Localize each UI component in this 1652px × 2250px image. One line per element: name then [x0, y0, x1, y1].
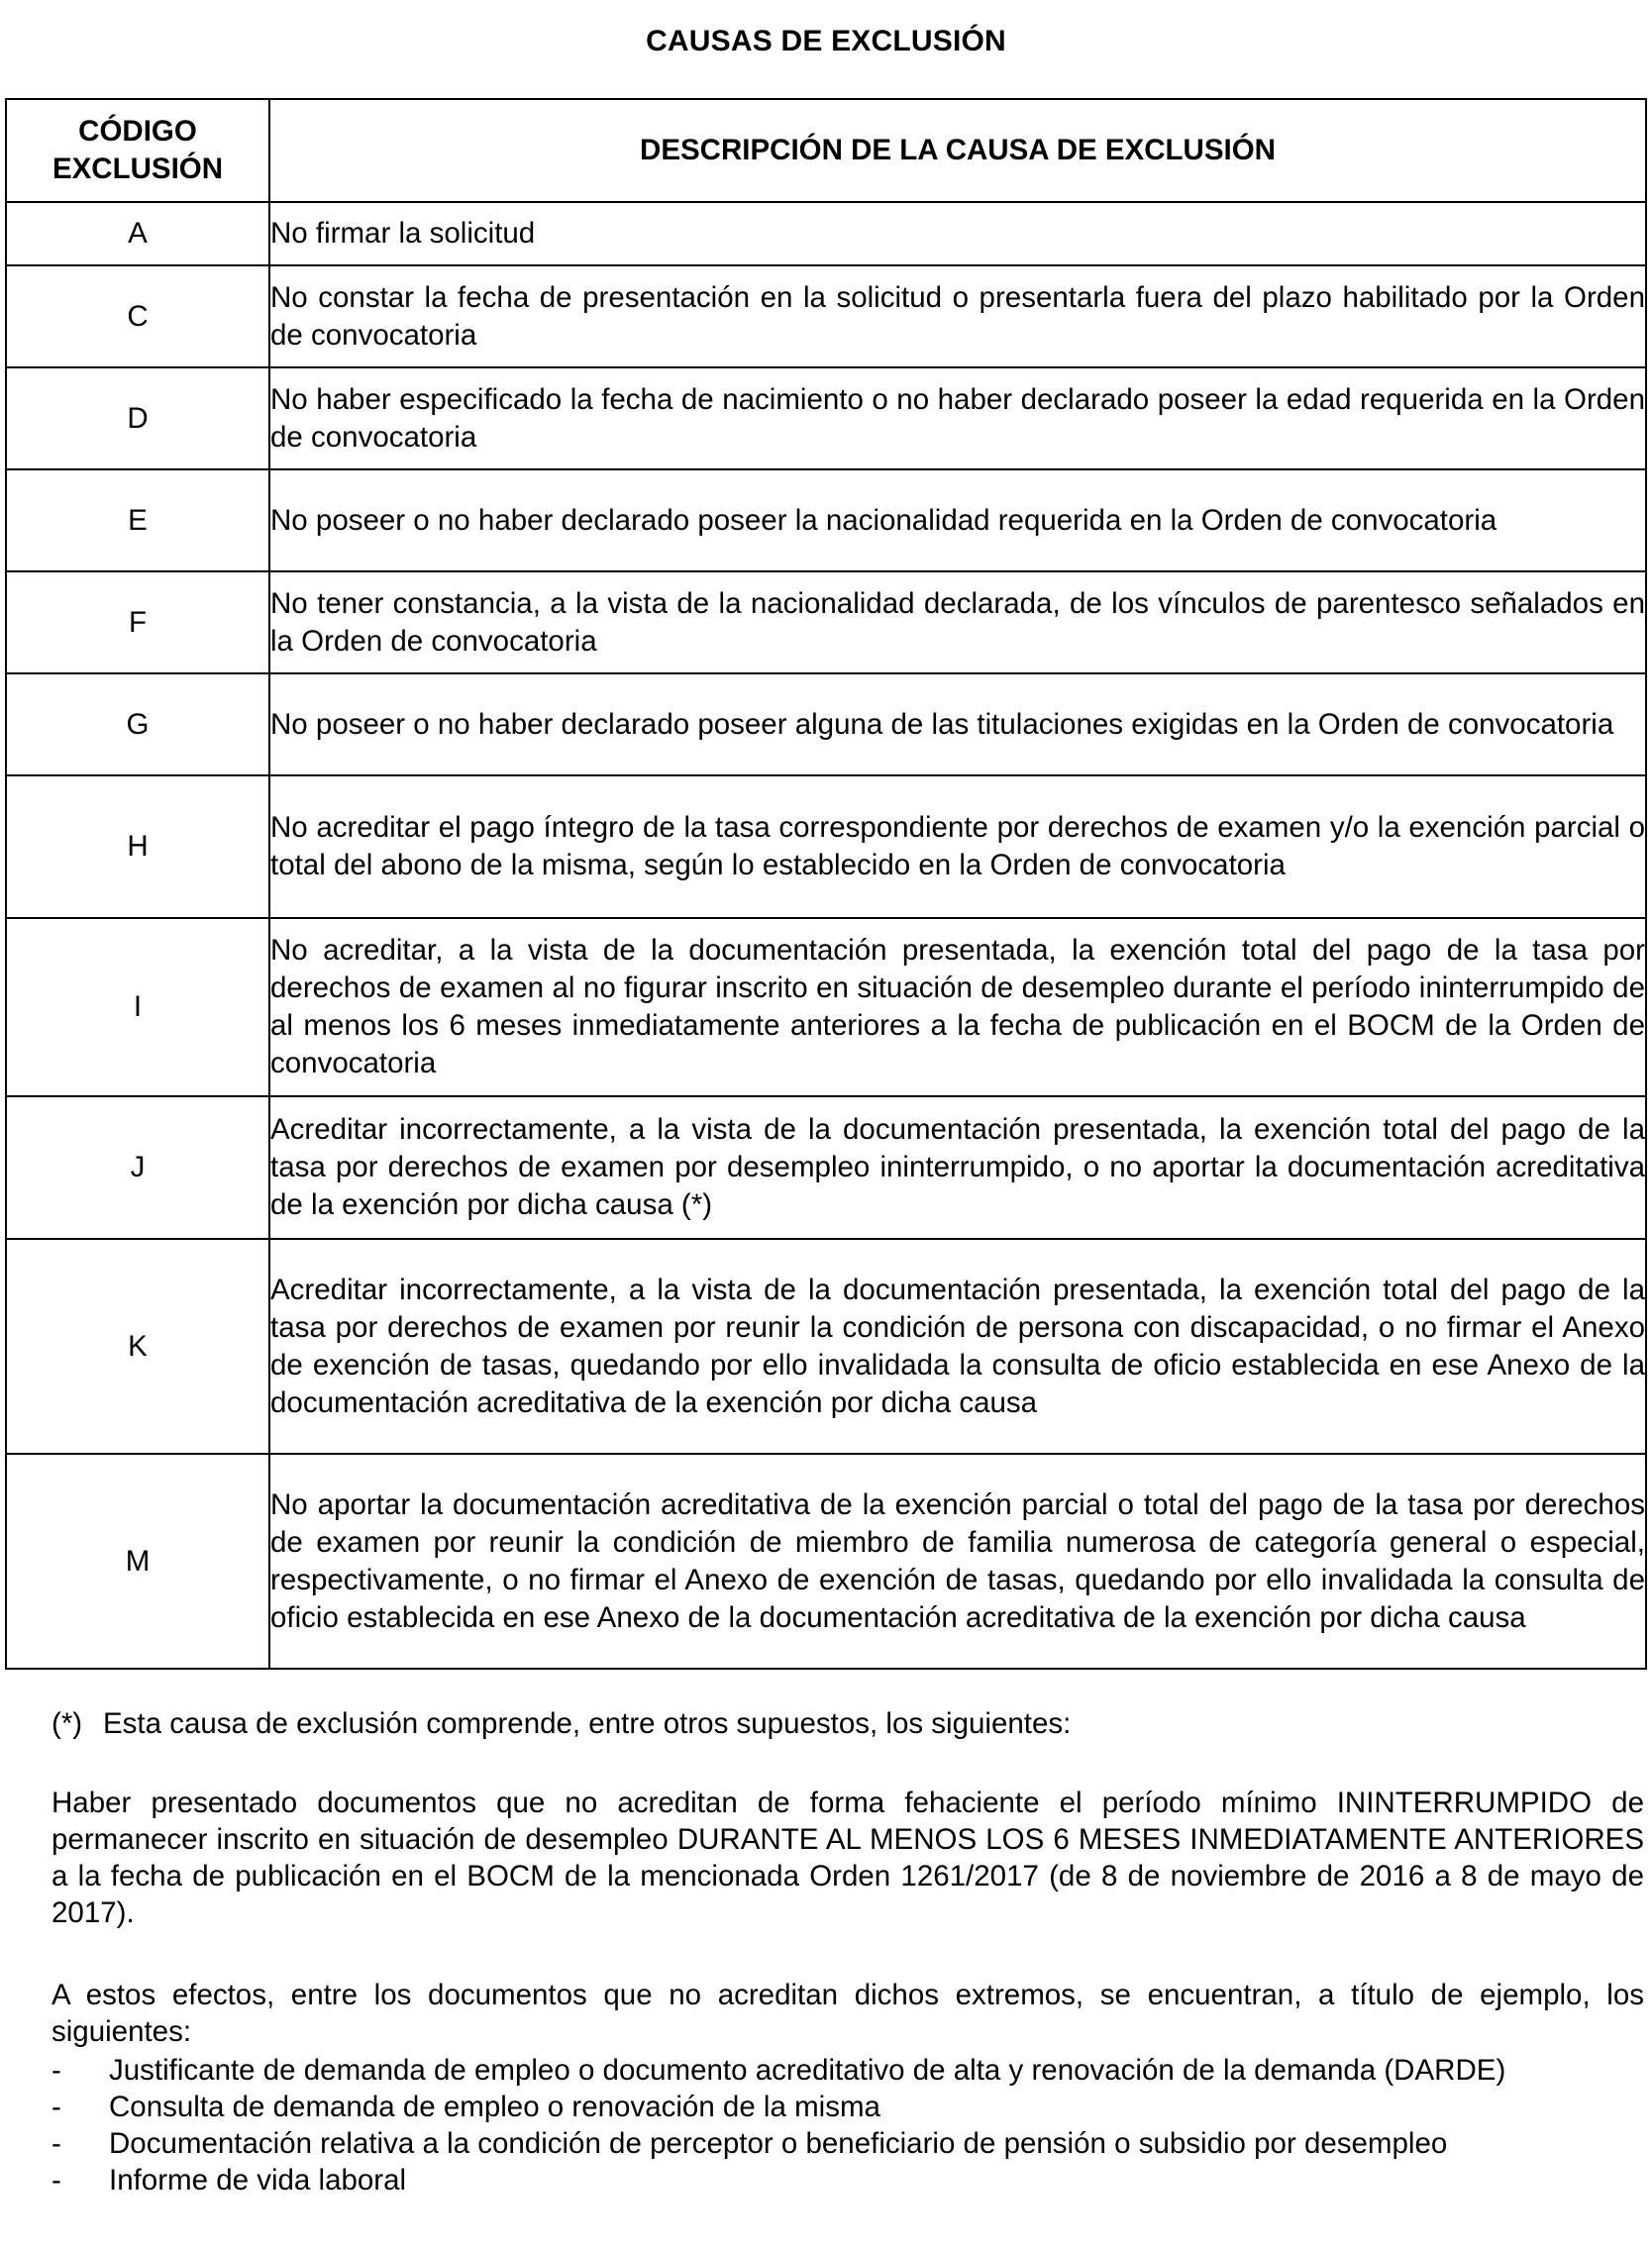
exclusion-causes-table [5, 98, 1647, 1670]
list-item-text: Documentación relativa a la condición de perceptor o beneficiario de pensión o subsidio por desempleo [109, 2127, 1448, 2160]
table-row [6, 469, 1646, 571]
list-bullet: - [52, 2054, 61, 2087]
row-description: No poseer o no haber declarado poseer la nacionalidad requerida en la Orden de convocatoria [269, 469, 1646, 571]
list-item [52, 2052, 1644, 2089]
row-code: H [6, 775, 269, 918]
table-row [6, 265, 1646, 367]
table-row [6, 775, 1646, 918]
table-row [6, 918, 1646, 1096]
table-row [6, 571, 1646, 673]
footnote-intro [52, 1705, 1644, 1742]
row-description: No acreditar el pago íntegro de la tasa correspondiente por derechos de examen y/o la exención parcial o total del abono de la misma, según lo establecido en la Orden de convocatoria [269, 775, 1646, 918]
list-bullet: - [52, 2164, 61, 2197]
row-description: No poseer o no haber declarado poseer alguna de las titulaciones exigidas en la Orden de convocatoria [269, 673, 1646, 775]
row-code: J [6, 1096, 269, 1239]
row-code: E [6, 469, 269, 571]
row-code: K [6, 1239, 269, 1454]
row-code: A [6, 202, 269, 265]
header-code [6, 99, 269, 202]
row-description: No firmar la solicitud [269, 202, 1646, 265]
list-item [52, 2125, 1644, 2162]
row-code: F [6, 571, 269, 673]
row-description: No haber especificado la fecha de nacimiento o no haber declarado poseer la edad requerida en la Orden de convocatoria [269, 367, 1646, 469]
footnote-intro-text: Esta causa de exclusión comprende, entre otros supuestos, los siguientes: [103, 1707, 1072, 1740]
table-row [6, 367, 1646, 469]
table-row [6, 1096, 1646, 1239]
row-code: G [6, 673, 269, 775]
header-code-line1: CÓDIGO [78, 115, 197, 148]
list-item-text: Consulta de demanda de empleo o renovación de la misma [109, 2091, 880, 2123]
table-row [6, 673, 1646, 775]
table-row [6, 1239, 1646, 1454]
list-item-text: Informe de vida laboral [109, 2164, 407, 2197]
row-description: Acreditar incorrectamente, a la vista de la documentación presentada, la exención total del pago de la tasa por derechos de examen por reunir la condición de persona con discapacidad, o no firmar el Anexo de exención de tasas, quedando por ello invalidada la consulta de oficio establecida en ese Anexo de la documentación acreditativa de la exención por dicha causa [269, 1239, 1646, 1454]
row-code: M [6, 1454, 269, 1669]
row-description: No acreditar, a la vista de la documentación presentada, la exención total del pago de la tasa por derechos de examen al no figurar inscrito en situación de desempleo durante el período ininterrumpido de al menos los 6 meses inmediatamente anteriores a la fecha de publicación en el BOCM de la Orden de convocatoria [269, 918, 1646, 1096]
row-code: I [6, 918, 269, 1096]
page-title: CAUSAS DE EXCLUSIÓN [646, 25, 1006, 57]
list-item-text: Justificante de demanda de empleo o documento acreditativo de alta y renovación de la demanda (DARDE) [109, 2054, 1506, 2087]
list-item [52, 2162, 1644, 2199]
footnote-marker: (*) [52, 1707, 83, 1740]
row-description: No tener constancia, a la vista de la nacionalidad declarada, de los vínculos de parentesco señalados en la Orden de convocatoria [269, 571, 1646, 673]
footnote-paragraph-2: A estos efectos, entre los documentos que no acreditan dichos extremos, se encuentran, a título de ejemplo, los siguientes: [52, 1979, 1644, 2048]
row-code: C [6, 265, 269, 367]
row-description: No aportar la documentación acreditativa de la exención parcial o total del pago de la tasa por derechos de examen por reunir la condición de miembro de familia numerosa de categoría general o especial, respectivamente, o no firmar el Anexo de exención de tasas, quedando por ello invalidada la consulta de oficio establecida en ese Anexo de la documentación acreditativa de la exención por dicha causa [269, 1454, 1646, 1669]
header-code-line2: EXCLUSIÓN [52, 153, 224, 185]
list-item [52, 2089, 1644, 2125]
row-description: No constar la fecha de presentación en la solicitud o presentarla fuera del plazo habilitado por la Orden de convocatoria [269, 265, 1646, 367]
list-bullet: - [52, 2127, 61, 2160]
table-row [6, 202, 1646, 265]
table-row [6, 1454, 1646, 1669]
document-examples-list [52, 2052, 1644, 2199]
list-bullet: - [52, 2091, 61, 2123]
table-header-row [6, 99, 1646, 202]
row-code: D [6, 367, 269, 469]
footnote-paragraph-1: Haber presentado documentos que no acreditan de forma fehaciente el período mínimo ININTERRUMPIDO de permanecer inscrito en situación de desempleo DURANTE AL MENOS LOS 6 MESES INMEDIATAMENTE ANTERIORES a la fecha de publicación en el BOCM de la mencionada Orden 1261/2017 (de 8 de noviembre de 2016 a 8 de mayo de 2017). [52, 1787, 1644, 1929]
header-description: DESCRIPCIÓN DE LA CAUSA DE EXCLUSIÓN [269, 99, 1646, 202]
row-description: Acreditar incorrectamente, a la vista de la documentación presentada, la exención total del pago de la tasa por derechos de examen por desempleo ininterrumpido, o no aportar la documentación acreditativa de la exención por dicha causa (*) [269, 1096, 1646, 1239]
